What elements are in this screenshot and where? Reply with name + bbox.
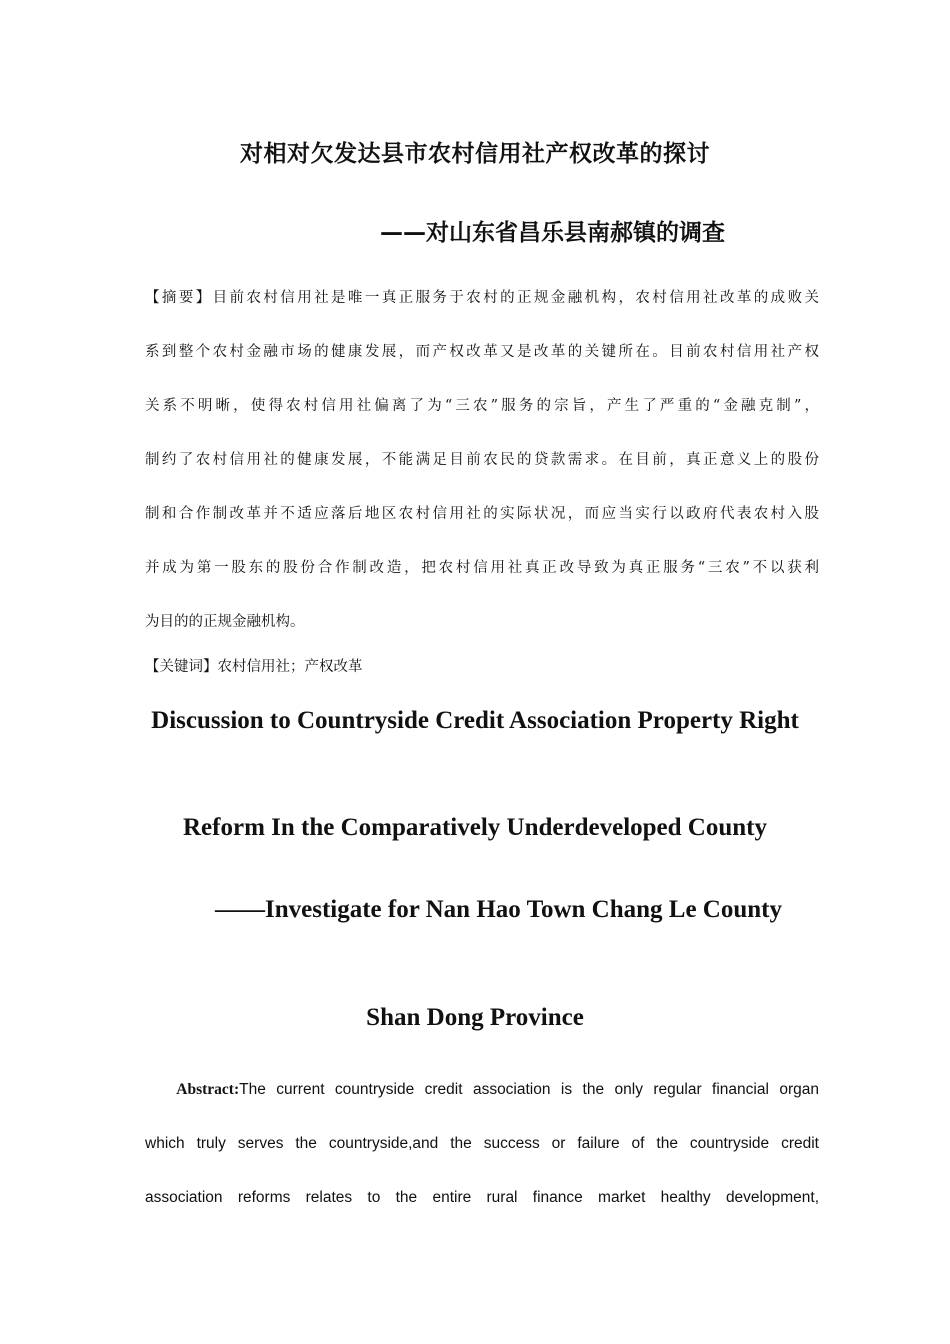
english-title-line-1: Discussion to Countryside Credit Association Property Right <box>151 707 799 734</box>
chinese-abstract <box>145 271 819 649</box>
chinese-keywords: 【关键词】农村信用社；产权改革 <box>145 659 363 675</box>
english-title-line-2: Reform In the Comparatively Underdeveloped County <box>183 814 767 841</box>
english-subtitle-line-2: Shan Dong Province <box>366 1004 584 1031</box>
chinese-abstract-line: 制约了农村信用社的健康发展，不能满足目前农民的贷款需求。在目前，真正意义上的股份 <box>145 452 819 468</box>
chinese-abstract-line: 并成为第一股东的股份合作制改造，把农村信用社真正改导致为真正服务“三农”不以获利 <box>145 560 819 576</box>
chinese-abstract-line: 系到整个农村金融市场的健康发展，而产权改革又是改革的关键所在。目前农村信用社产权 <box>145 344 819 360</box>
english-subtitle-line-1: ——Investigate for Nan Hao Town Chang Le County <box>215 896 782 923</box>
english-abstract-line: association reforms relates to the entire rural finance market healthy development, <box>145 1189 819 1206</box>
english-abstract-line <box>145 1063 819 1117</box>
chinese-title: 对相对欠发达县市农村信用社产权改革的探讨 <box>240 141 710 167</box>
chinese-abstract-line: 制和合作制改革并不适应落后地区农村信用社的实际状况，而应当实行以政府代表农村入股 <box>145 506 819 522</box>
chinese-abstract-line: 关系不明晰，使得农村信用社偏离了为“三农”服务的宗旨，产生了严重的“金融克制”， <box>145 398 819 414</box>
abstract-label: Abstract: <box>176 1081 240 1098</box>
english-abstract-line: which truly serves the countryside,and the success or failure of the countryside credit <box>145 1135 819 1152</box>
chinese-abstract-line: 【摘要】目前农村信用社是唯一真正服务于农村的正规金融机构，农村信用社改革的成败关 <box>145 290 819 306</box>
english-abstract-text: The current countryside credit association is the only regular financial organ <box>239 1081 819 1098</box>
chinese-abstract-line: 为目的的正规金融机构。 <box>145 614 305 630</box>
chinese-subtitle: ——对山东省昌乐县南郝镇的调查 <box>380 220 725 246</box>
english-abstract <box>145 1063 819 1225</box>
